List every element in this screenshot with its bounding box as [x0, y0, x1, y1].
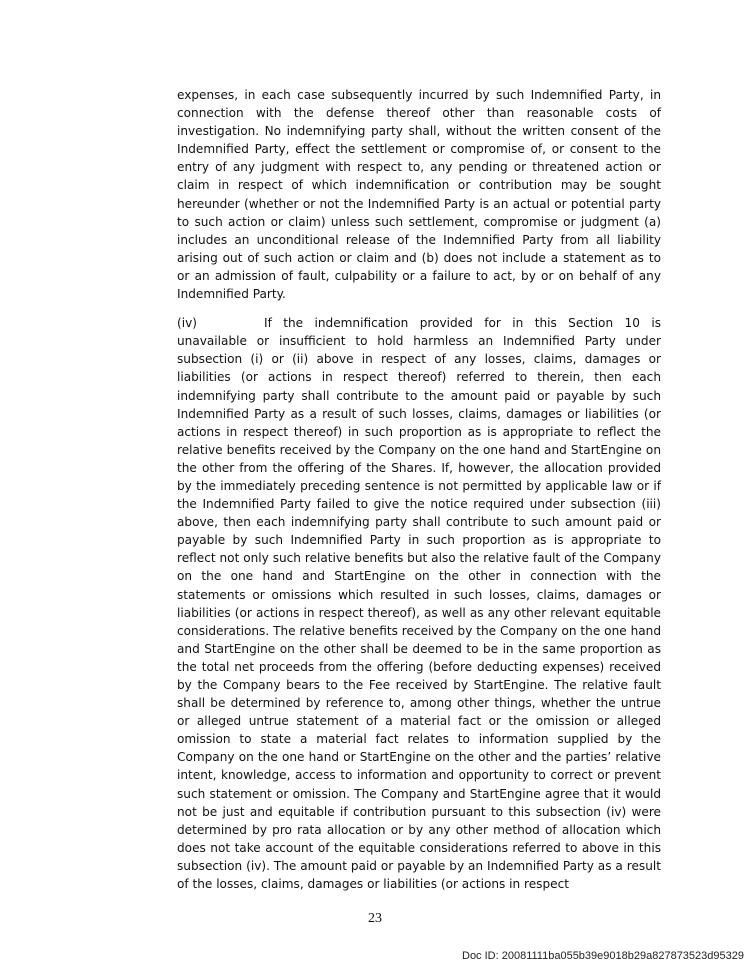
paragraph-text: expenses, in each case subsequently incurred by such Indemnified Party, in connection with the defense thereof other than reasonable costs of investigation. No indemnifying party shall, without the written consent of the Indemnified Party, effect the settlement or compromise of, or consent to the entry of any judgment with respect to, any pending or threatened action or claim in respect of which indemnification or contribution may be sought hereunder (whether or not the Indemnified Party is an actual or potential party to such action or claim) unless such settlement, compromise or judgment (a) includes an unconditional release of the Indemnified Party from all liability arising out of such action or claim and (b) does not include a statement as to or an admission of fault, culpability or a failure to act, by or on behalf of any Indemnified Party.: [177, 88, 661, 302]
document-body: [177, 86, 661, 893]
paragraph-subsection-iv: [177, 314, 661, 893]
paragraph-text: If the indemnification provided for in this Section 10 is unavailable or insufficient to hold harmless an Indemnified Party under subsection (i) or (ii) above in respect of any losses, claims, damages or liabilities (or actions in respect thereof) referred to therein, then each indemnifying party shall contribute to the amount paid or payable by such Indemnified Party as a result of such losses, claims, damages or liabilities (or actions in respect thereof) in such proportion as is appropriate to reflect the relative benefits received by the Company on the one hand and StartEngine on the other from the offering of the Shares. If, however, the allocation provided by the immediately preceding sentence is not permitted by applicable law or if the Indemnified Party failed to give the notice required under subsection (iii) above, then each indemnifying party shall contribute to such amount paid or payable by such Indemnified Party in such proportion as is appropriate to reflect not only such relative benefits but also the relative fault of the Company on the one hand and StartEngine on the other in connection with the statements or omissions which resulted in such losses, claims, damages or liabilities (or actions in respect thereof), as well as any other relevant equitable considerations. The relative benefits received by the Company on the one hand and StartEngine on the other shall be deemed to be in the same proportion as the total net proceeds from the offering (before deducting expenses) received by the Company bears to the Fee received by StartEngine. The relative fault shall be determined by reference to, among other things, whether the untrue or alleged untrue statement of a material fact or the omission or alleged omission to state a material fact relates to information supplied by the Company on the one hand or StartEngine on the other and the parties’ relative intent, knowledge, access to information and opportunity to correct or prevent such statement or omission. The Company and StartEngine agree that it would not be just and equitable if contribution pursuant to this subsection (iv) were determined by pro rata allocation or by any other method of allocation which does not take account of the equitable considerations referred to above in this subsection (iv). The amount paid or payable by an Indemnified Party as a result of the losses, claims, damages or liabilities (or actions in respect: [177, 316, 661, 892]
subsection-marker: (iv): [177, 316, 197, 331]
paragraph-continuation: [177, 86, 661, 303]
page-number: 23: [368, 911, 382, 926]
doc-id-footer: Doc ID: 20081111ba055b39e9018b29a827873523d95329: [462, 950, 744, 962]
